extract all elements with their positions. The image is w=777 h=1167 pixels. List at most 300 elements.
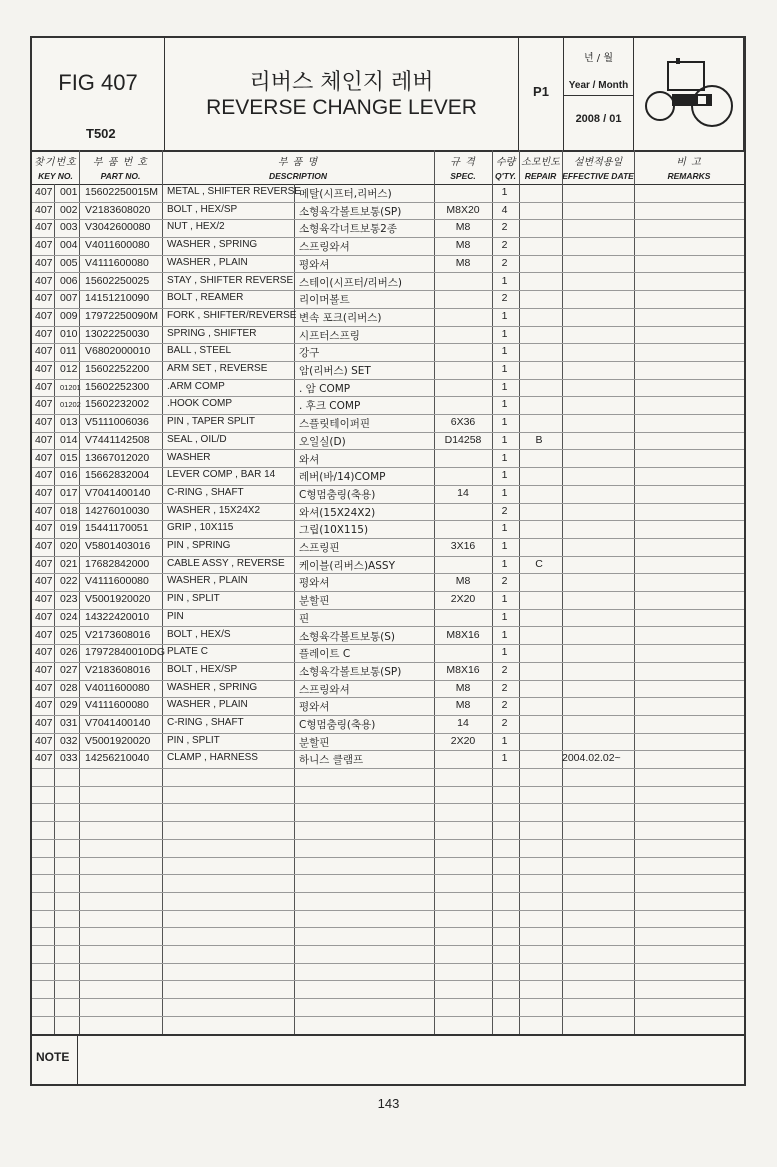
cell-desc_ko: 스프링핀 bbox=[299, 542, 340, 554]
cell-spec: 14 bbox=[457, 717, 469, 729]
cell-fig: 407 bbox=[35, 239, 53, 252]
cell-qty: 1 bbox=[501, 540, 508, 552]
cell-part: 14151210090 bbox=[85, 292, 150, 305]
cell-desc_en: SEAL , OIL/D bbox=[167, 433, 227, 445]
cell-part: 14276010030 bbox=[85, 504, 150, 517]
table-row bbox=[32, 874, 744, 893]
table-row bbox=[32, 998, 744, 1017]
cell-spec: 2X20 bbox=[450, 734, 476, 747]
cell-desc_ko: 평와셔 bbox=[299, 701, 330, 714]
cell-spec: M8 bbox=[455, 256, 471, 269]
col-remarks bbox=[634, 150, 744, 184]
table-row bbox=[32, 963, 744, 982]
cell-part: V5111006036 bbox=[85, 416, 149, 429]
cell-desc_en: GRIP , 10X115 bbox=[167, 522, 234, 534]
cell-desc_ko: 평와셔 bbox=[299, 258, 330, 271]
cell-qty: 1 bbox=[501, 186, 508, 198]
table-row bbox=[32, 945, 744, 964]
table-row bbox=[32, 715, 744, 734]
model-code: T502 bbox=[86, 126, 116, 141]
cell-qty: 2 bbox=[501, 239, 508, 252]
page-number: 143 bbox=[377, 1096, 400, 1111]
note-divider bbox=[77, 1036, 78, 1086]
cell-spec: 14 bbox=[457, 486, 469, 499]
cell-qty: 1 bbox=[501, 646, 508, 659]
table-row bbox=[32, 697, 744, 716]
page-cell bbox=[519, 38, 564, 150]
cell-fig: 407 bbox=[35, 540, 53, 552]
cell-fig: 407 bbox=[35, 486, 53, 499]
table-row bbox=[32, 379, 744, 398]
table-row bbox=[32, 396, 744, 415]
cell-key: 001 bbox=[60, 186, 78, 198]
cell-qty: 2 bbox=[501, 292, 508, 305]
cell-qty: 1 bbox=[501, 628, 508, 641]
cell-desc_en: WASHER , PLAIN bbox=[167, 256, 248, 268]
cell-desc_en: NUT , HEX/2 bbox=[167, 221, 225, 233]
cell-qty: 1 bbox=[501, 610, 508, 623]
table-row bbox=[32, 290, 744, 309]
cell-part: V4011600080 bbox=[85, 239, 150, 252]
cell-fig: 407 bbox=[35, 451, 53, 464]
cell-desc_en: SPRING , SHIFTER bbox=[167, 327, 257, 339]
table-row bbox=[32, 326, 744, 345]
col-repair-ko: 소모빈도 bbox=[521, 157, 560, 168]
col-spec-en: SPEC. bbox=[450, 171, 476, 181]
table-row bbox=[32, 892, 744, 911]
table-row bbox=[32, 786, 744, 805]
title-cell bbox=[165, 38, 519, 150]
cell-desc_en: C-RING , SHAFT bbox=[167, 717, 244, 728]
cell-desc_ko: 와셔(15X24X2) bbox=[299, 506, 376, 519]
cell-fig: 407 bbox=[35, 309, 53, 322]
cell-fig: 407 bbox=[35, 557, 53, 570]
cell-key: 006 bbox=[60, 274, 78, 287]
cell-fig: 407 bbox=[35, 752, 53, 765]
cell-key: 017 bbox=[60, 486, 78, 499]
cell-desc_en: PIN , SPLIT bbox=[167, 593, 220, 605]
cell-desc_ko: 소형육각볼트보통(S) bbox=[299, 630, 396, 643]
cell-qty: 1 bbox=[501, 522, 508, 535]
table-row bbox=[32, 361, 744, 380]
cell-part: 15602250015M bbox=[85, 186, 158, 198]
cell-fig: 407 bbox=[35, 646, 53, 659]
cell-desc_en: WASHER , PLAIN bbox=[167, 575, 248, 587]
cell-desc_ko: 소형육각볼트보통(SP) bbox=[299, 665, 402, 678]
cell-qty: 1 bbox=[501, 345, 508, 358]
cell-part: V7441142508 bbox=[85, 433, 150, 446]
cell-desc_ko: . 후크 COMP bbox=[299, 400, 361, 413]
col-key-ko: 찾기번호 bbox=[34, 157, 77, 168]
cell-key: 01201 bbox=[60, 382, 81, 392]
cell-qty: 1 bbox=[501, 416, 508, 429]
col-repair-en: REPAIR bbox=[524, 171, 557, 181]
cell-desc_en: ARM SET , REVERSE bbox=[167, 363, 268, 374]
table-row bbox=[32, 609, 744, 628]
table-row bbox=[32, 839, 744, 858]
cell-qty: 2 bbox=[501, 699, 508, 712]
cell-fig: 407 bbox=[35, 717, 53, 729]
cell-part: V4111600080 bbox=[85, 575, 149, 588]
cell-key: 021 bbox=[60, 557, 78, 570]
cell-desc_en: C-RING , SHAFT bbox=[167, 486, 244, 498]
cell-fig: 407 bbox=[35, 186, 53, 198]
table-row bbox=[32, 627, 744, 646]
cell-desc_ko: C형멈춤링(축용) bbox=[299, 719, 376, 731]
cell-fig: 407 bbox=[35, 699, 53, 712]
cell-fig: 407 bbox=[35, 522, 53, 535]
cell-key: 007 bbox=[60, 292, 78, 305]
sheet-header bbox=[32, 38, 744, 152]
col-part-ko: 부 품 번 호 bbox=[92, 157, 149, 168]
tractor-cell bbox=[634, 38, 744, 150]
table-row bbox=[32, 662, 744, 681]
table-row bbox=[32, 503, 744, 522]
cell-key: 012 bbox=[60, 363, 78, 375]
cell-spec: M8X16 bbox=[446, 663, 480, 676]
cell-fig: 407 bbox=[35, 327, 53, 340]
cell-key: 010 bbox=[60, 327, 78, 340]
table-row bbox=[32, 538, 744, 557]
cell-fig: 407 bbox=[35, 363, 53, 375]
cell-part: 13022250030 bbox=[85, 327, 150, 340]
cell-part: 14322420010 bbox=[85, 610, 150, 623]
date-value: 2008 / 01 bbox=[575, 113, 622, 125]
cell-desc_en: WASHER , SPRING bbox=[167, 681, 258, 693]
cell-desc_ko: 플레이트 C bbox=[299, 648, 351, 661]
cell-key: 014 bbox=[60, 433, 78, 446]
cell-qty: 1 bbox=[501, 274, 508, 287]
cell-part: V4111600080 bbox=[85, 699, 149, 712]
table-row bbox=[32, 927, 744, 946]
cell-part: 15662832004 bbox=[85, 469, 150, 482]
cell-fig: 407 bbox=[35, 380, 53, 393]
cell-spec: M8 bbox=[455, 239, 471, 252]
cell-desc_ko: 그립(10X115) bbox=[299, 524, 369, 537]
cell-part: 15602252300 bbox=[85, 380, 150, 393]
cell-desc_ko: 스프링와셔 bbox=[299, 683, 350, 696]
cell-qty: 1 bbox=[501, 380, 508, 393]
cell-qty: 1 bbox=[501, 486, 508, 499]
cell-key: 01202 bbox=[60, 400, 81, 410]
cell-fig: 407 bbox=[35, 416, 53, 429]
cell-part: 17682842000 bbox=[85, 557, 150, 570]
cell-spec: M8 bbox=[455, 681, 471, 694]
cell-spec: M8X16 bbox=[446, 628, 480, 641]
col-rem-en: REMARKS bbox=[667, 171, 711, 181]
cell-fig: 407 bbox=[35, 681, 53, 694]
cell-desc_en: FORK , SHIFTER/REVERSE bbox=[167, 309, 297, 321]
cell-key: 019 bbox=[60, 522, 78, 535]
cell-qty: 1 bbox=[501, 469, 508, 482]
cell-qty: 2 bbox=[501, 717, 508, 729]
cell-desc_ko: . 암 COMP bbox=[299, 382, 351, 395]
cell-key: 016 bbox=[60, 469, 78, 482]
cell-eff: 2004.02.02~ bbox=[562, 752, 621, 765]
cell-qty: 2 bbox=[501, 575, 508, 588]
cell-key: 013 bbox=[60, 416, 78, 429]
col-qty-en: Q'TY. bbox=[494, 171, 517, 181]
cell-desc_en: METAL , SHIFTER REVERSE bbox=[167, 186, 301, 197]
cell-part: V3042600080 bbox=[85, 221, 151, 234]
table-row bbox=[32, 273, 744, 292]
table-row bbox=[32, 202, 744, 221]
cell-key: 029 bbox=[60, 699, 78, 712]
cell-desc_en: LEVER COMP , BAR 14 bbox=[167, 469, 276, 481]
cell-spec: 3X16 bbox=[450, 540, 476, 552]
date-label-korean: 년 / 월 bbox=[583, 53, 614, 64]
cell-desc_ko: 강구 bbox=[299, 347, 320, 360]
cell-key: 032 bbox=[60, 734, 78, 747]
cell-desc_ko: 스테이(시프터/리버스) bbox=[299, 276, 403, 289]
cell-part: 15602250025 bbox=[85, 274, 150, 287]
table-row bbox=[32, 467, 744, 486]
tractor-icon bbox=[638, 56, 738, 136]
cell-desc_en: CLAMP , HARNESS bbox=[167, 752, 258, 764]
cell-spec: D14258 bbox=[444, 433, 482, 446]
cell-part: 15602232002 bbox=[85, 398, 150, 411]
cell-desc_en: .ARM COMP bbox=[167, 380, 225, 392]
cell-spec: M8 bbox=[455, 575, 471, 588]
cell-repair: B bbox=[535, 433, 543, 446]
cell-key: 031 bbox=[60, 717, 78, 729]
cell-desc_ko: 하니스 클램프 bbox=[299, 754, 364, 767]
cell-key: 011 bbox=[60, 345, 77, 358]
cell-desc_en: WASHER bbox=[167, 451, 211, 463]
cell-spec: M8X20 bbox=[446, 203, 480, 216]
table-row bbox=[32, 343, 744, 362]
table-row bbox=[32, 219, 744, 238]
cell-desc_en: BOLT , HEX/S bbox=[167, 628, 231, 640]
cell-desc_ko: 소형육각볼트보통(SP) bbox=[299, 205, 402, 218]
cell-desc_ko: 평와셔 bbox=[299, 577, 330, 590]
col-effective bbox=[562, 150, 634, 184]
cell-key: 026 bbox=[60, 646, 78, 659]
cell-desc_en: .HOOK COMP bbox=[167, 398, 233, 410]
table-row bbox=[32, 680, 744, 699]
cell-spec: M8 bbox=[455, 221, 471, 234]
cell-part: V7041400140 bbox=[85, 486, 151, 499]
table-row bbox=[32, 750, 744, 769]
cell-desc_en: CABLE ASSY , REVERSE bbox=[167, 557, 285, 569]
col-spec-ko: 규 격 bbox=[450, 157, 476, 168]
cell-spec: 6X36 bbox=[450, 416, 476, 429]
cell-part: V4011600080 bbox=[85, 681, 150, 694]
cell-desc_ko: 분할핀 bbox=[299, 595, 330, 608]
cell-key: 004 bbox=[60, 239, 78, 252]
table-row bbox=[32, 644, 744, 663]
cell-desc_ko: 리이머볼트 bbox=[299, 294, 350, 307]
cell-qty: 2 bbox=[501, 221, 508, 234]
cell-fig: 407 bbox=[35, 504, 53, 517]
date-cell bbox=[564, 38, 634, 150]
cell-qty: 1 bbox=[501, 363, 508, 375]
cell-qty: 1 bbox=[501, 734, 508, 747]
cell-part: V5801403016 bbox=[85, 540, 151, 552]
cell-desc_ko: 레버(바/14)COMP bbox=[299, 471, 386, 484]
cell-fig: 407 bbox=[35, 734, 53, 747]
cell-desc_en: PLATE C bbox=[167, 646, 208, 658]
cell-desc_ko: 오일실(D) bbox=[299, 435, 346, 448]
cell-desc_ko: 스플릿테이퍼핀 bbox=[299, 418, 371, 431]
table-row bbox=[32, 414, 744, 433]
cell-desc_en: PIN , SPLIT bbox=[167, 734, 220, 746]
col-repair bbox=[519, 150, 562, 184]
cell-key: 025 bbox=[60, 628, 78, 641]
cell-part: V2183608016 bbox=[85, 663, 151, 676]
cell-part: V4111600080 bbox=[85, 256, 149, 269]
table-row bbox=[32, 184, 744, 203]
cell-qty: 1 bbox=[501, 593, 508, 606]
table-row bbox=[32, 821, 744, 840]
cell-fig: 407 bbox=[35, 610, 53, 623]
cell-part: 13667012020 bbox=[85, 451, 150, 464]
table-row bbox=[32, 255, 744, 274]
cell-qty: 1 bbox=[501, 557, 508, 570]
col-spec bbox=[434, 150, 492, 184]
cell-desc_ko: 스프링와셔 bbox=[299, 241, 350, 254]
cell-qty: 1 bbox=[501, 309, 508, 322]
cell-key: 005 bbox=[60, 256, 78, 269]
title-korean: 리버스 체인지 레버 bbox=[249, 70, 434, 95]
cell-desc_ko: 시프터스프링 bbox=[299, 329, 360, 342]
table-row bbox=[32, 591, 744, 610]
table-row bbox=[32, 857, 744, 876]
cell-desc_en: WASHER , 15X24X2 bbox=[167, 504, 261, 516]
title-english: REVERSE CHANGE LEVER bbox=[206, 96, 477, 119]
cell-desc_ko: 메탈(시프터,리버스) bbox=[299, 188, 392, 200]
cell-key: 024 bbox=[60, 610, 78, 623]
table-row bbox=[32, 910, 744, 929]
table-row bbox=[32, 733, 744, 752]
cell-fig: 407 bbox=[35, 221, 53, 234]
cell-desc_ko: 암(리버스) SET bbox=[299, 365, 371, 377]
table-row bbox=[32, 432, 744, 451]
table-row bbox=[32, 237, 744, 256]
date-label-english: Year / Month bbox=[568, 80, 629, 91]
cell-key: 027 bbox=[60, 663, 78, 676]
cell-spec: M8 bbox=[455, 699, 471, 712]
cell-desc_ko: 와셔 bbox=[299, 453, 320, 466]
table-row bbox=[32, 520, 744, 539]
cell-qty: 2 bbox=[501, 663, 508, 676]
cell-part: V5001920020 bbox=[85, 593, 151, 606]
cell-desc_en: PIN bbox=[167, 610, 184, 622]
cell-key: 018 bbox=[60, 504, 78, 517]
cell-fig: 407 bbox=[35, 593, 53, 606]
cell-part: V5001920020 bbox=[85, 734, 151, 747]
cell-desc_en: BALL , STEEL bbox=[167, 345, 232, 357]
fig-cell bbox=[32, 38, 165, 150]
table-row bbox=[32, 450, 744, 469]
cell-spec: 2X20 bbox=[450, 593, 476, 606]
cell-part: V7041400140 bbox=[85, 717, 151, 729]
cell-desc_en: BOLT , HEX/SP bbox=[167, 203, 238, 215]
cell-qty: 1 bbox=[501, 327, 508, 340]
cell-fig: 407 bbox=[35, 433, 53, 446]
col-key bbox=[32, 150, 79, 184]
parts-sheet bbox=[30, 36, 746, 1086]
cell-fig: 407 bbox=[35, 469, 53, 482]
cell-key: 023 bbox=[60, 593, 78, 606]
col-eff-en: EFFECTIVE DATE bbox=[562, 171, 634, 181]
page-label: P1 bbox=[533, 84, 549, 99]
cell-fig: 407 bbox=[35, 575, 53, 588]
cell-fig: 407 bbox=[35, 274, 53, 287]
table-row bbox=[32, 308, 744, 327]
cell-part: 14256210040 bbox=[85, 752, 150, 765]
cell-qty: 2 bbox=[501, 681, 508, 694]
cell-qty: 1 bbox=[501, 752, 508, 765]
col-part bbox=[79, 150, 162, 184]
cell-key: 022 bbox=[60, 575, 78, 588]
cell-part: 17972840010DG bbox=[85, 646, 165, 659]
cell-desc_ko: 케이블(리버스)ASSY bbox=[299, 559, 395, 572]
note-section bbox=[32, 1034, 744, 1086]
table-row bbox=[32, 981, 744, 1000]
cell-qty: 2 bbox=[501, 256, 508, 269]
cell-part: V2183608020 bbox=[85, 203, 151, 216]
cell-fig: 407 bbox=[35, 398, 53, 411]
cell-desc_en: WASHER , SPRING bbox=[167, 239, 258, 251]
cell-desc_ko: 소형육각너트보통2종 bbox=[299, 223, 397, 236]
col-qty-ko: 수량 bbox=[495, 157, 516, 168]
cell-key: 020 bbox=[60, 540, 78, 552]
cell-desc_en: PIN , TAPER SPLIT bbox=[167, 416, 255, 428]
cell-part: V6802000010 bbox=[85, 345, 151, 358]
cell-qty: 1 bbox=[501, 451, 508, 464]
cell-part: 17972250090M bbox=[85, 309, 158, 322]
cell-key: 015 bbox=[60, 451, 78, 464]
table-row bbox=[32, 573, 744, 592]
table-row bbox=[32, 556, 744, 575]
cell-desc_en: WASHER , PLAIN bbox=[167, 699, 248, 711]
cell-desc_ko: 핀 bbox=[299, 612, 310, 625]
cell-qty: 1 bbox=[501, 398, 508, 411]
fig-number: FIG 407 bbox=[58, 70, 138, 95]
col-qty bbox=[492, 150, 519, 184]
cell-key: 033 bbox=[60, 752, 78, 765]
cell-key: 003 bbox=[60, 221, 78, 234]
cell-desc_en: PIN , SPRING bbox=[167, 540, 231, 551]
table-row bbox=[32, 1016, 744, 1035]
cell-desc_ko: C형멈춤링(축용) bbox=[299, 488, 376, 501]
cell-part: 15602252200 bbox=[85, 363, 150, 375]
cell-desc_ko: 변속 포크(리버스) bbox=[299, 311, 382, 324]
cell-fig: 407 bbox=[35, 203, 53, 216]
col-eff-ko: 설변적용일 bbox=[573, 157, 623, 168]
cell-qty: 4 bbox=[501, 203, 508, 216]
col-part-en: PART NO. bbox=[100, 171, 141, 181]
cell-fig: 407 bbox=[35, 292, 53, 305]
col-key-en: KEY NO. bbox=[38, 171, 73, 181]
table-row bbox=[32, 768, 744, 787]
cell-desc_en: BOLT , HEX/SP bbox=[167, 663, 238, 675]
cell-part: 15441170051 bbox=[85, 522, 149, 535]
column-headers bbox=[32, 150, 744, 185]
cell-fig: 407 bbox=[35, 663, 53, 676]
col-rem-ko: 비 고 bbox=[676, 157, 702, 168]
cell-fig: 407 bbox=[35, 628, 53, 641]
cell-desc_en: STAY , SHIFTER REVERSE bbox=[167, 274, 294, 286]
cell-fig: 407 bbox=[35, 345, 53, 358]
col-desc bbox=[162, 150, 434, 184]
cell-key: 002 bbox=[60, 203, 78, 216]
cell-fig: 407 bbox=[35, 256, 53, 269]
cell-key: 009 bbox=[60, 309, 78, 322]
note-label: NOTE bbox=[36, 1050, 70, 1064]
col-desc-en: DESCRIPTION bbox=[268, 171, 328, 181]
